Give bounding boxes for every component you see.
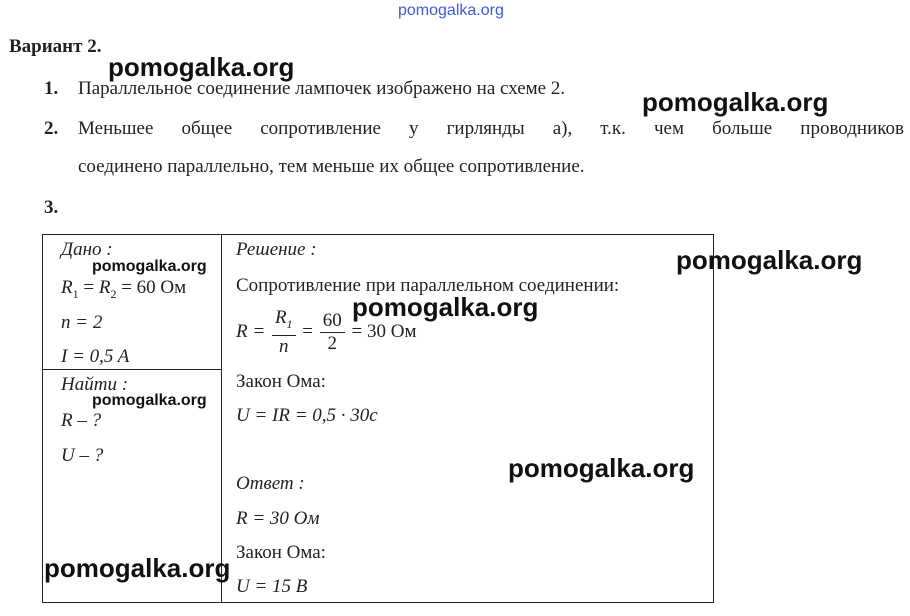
answer-resistance: R = 30 Ом	[236, 508, 320, 529]
solution-intro: Сопротивление при параллельном соединении:	[236, 275, 620, 296]
find-voltage: U – ?	[61, 445, 104, 466]
fraction-denominator: n	[278, 335, 289, 357]
r-symbol: R	[61, 277, 73, 298]
fraction-r1-n: $\frac{R_1}{n}$	[272, 307, 296, 358]
solution-label: Решение :	[236, 239, 317, 260]
watermark: pomogalka.org	[352, 292, 539, 322]
watermark: pomogalka.org	[108, 52, 295, 82]
watermark: pomogalka.org	[44, 553, 231, 583]
item-number-3: 3.	[44, 197, 59, 218]
resistance-formula: R = $\frac{R_1}{n}$ = $\frac{60}{2}$ = 30 Ом	[236, 307, 417, 357]
ohm-law-label: Закон Ома:	[236, 371, 326, 392]
item-number-2: 2.	[44, 118, 59, 139]
given-resistance: $R_1 = R_2 = 60$ Ом	[61, 277, 187, 301]
given-current: I = 0,5 A	[61, 346, 130, 367]
item-text-2-line1: Меньшее общее сопротивление у гирлянды а), т.к. чем больше проводников	[78, 118, 904, 139]
find-resistance: R – ?	[61, 410, 102, 431]
fraction-denominator: 2	[327, 332, 338, 354]
watermark: pomogalka.org	[642, 87, 829, 117]
answer-label: Ответ :	[236, 473, 305, 494]
answer-voltage: U = 15 В	[236, 576, 308, 597]
item-number-1: 1.	[44, 78, 59, 99]
item-text-1: Параллельное соединение лампочек изображено на схеме 2.	[78, 78, 566, 99]
watermark: pomogalka.org	[92, 392, 207, 409]
given-n: n = 2	[61, 312, 103, 333]
problem-table	[42, 234, 714, 603]
given-label: Дано :	[61, 239, 113, 260]
formula-lhs: R =	[236, 320, 266, 342]
watermark: pomogalka.org	[676, 245, 863, 275]
resistance-value: = 60 Ом	[121, 277, 187, 298]
fraction-60-2	[320, 310, 345, 355]
watermark-top: pomogalka.org	[398, 2, 504, 19]
find-label: Найти :	[61, 374, 129, 395]
variant-heading: Вариант 2.	[9, 36, 102, 57]
item-text-2-line2: соединено параллельно, тем меньше их общее сопротивление.	[78, 156, 585, 177]
watermark: pomogalka.org	[508, 453, 695, 483]
given-cell	[43, 235, 222, 370]
solution-cell	[222, 235, 714, 603]
r-symbol: R	[98, 277, 111, 298]
formula-result: = 30 Ом	[351, 320, 417, 342]
voltage-formula: U = IR = 0,5 · 30с	[236, 405, 378, 426]
watermark: pomogalka.org	[92, 258, 207, 275]
r-symbol: R	[274, 307, 287, 328]
fraction-numerator: 60	[320, 310, 345, 333]
answer-ohm-label: Закон Ома:	[236, 542, 326, 563]
